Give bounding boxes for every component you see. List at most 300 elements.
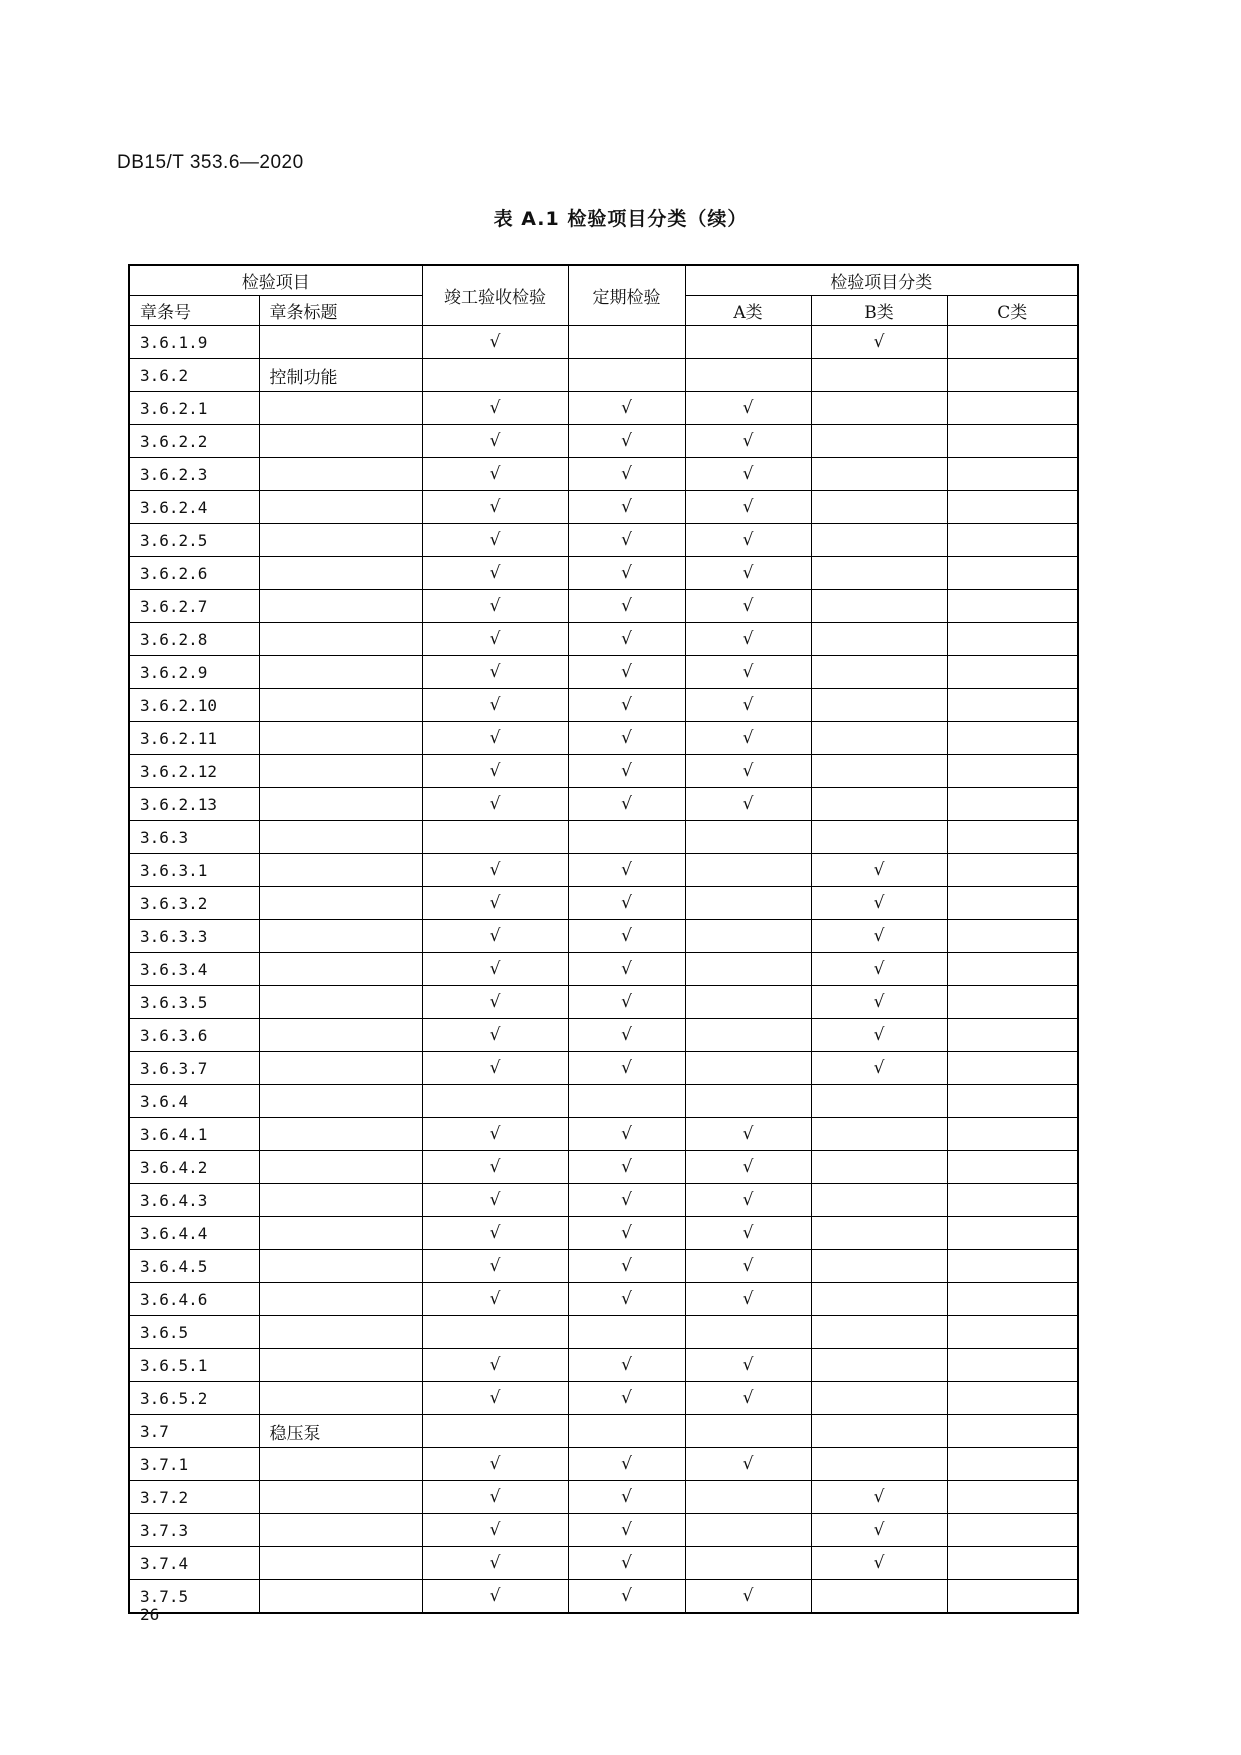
cell-chapter-number: 3.7.1 <box>129 1448 259 1481</box>
cell-class-b-check <box>811 1085 947 1118</box>
cell-class-c-check <box>947 788 1078 821</box>
table-row <box>129 755 1078 788</box>
cell-class-a-check: √ <box>685 1118 811 1151</box>
cell-periodic-check: √ <box>568 887 685 920</box>
cell-class-a-check <box>685 1019 811 1052</box>
cell-class-b-check <box>811 788 947 821</box>
cell-class-a-check <box>685 1052 811 1085</box>
cell-class-c-check <box>947 557 1078 590</box>
cell-periodic-check: √ <box>568 854 685 887</box>
table-row <box>129 1547 1078 1580</box>
cell-completion-check: √ <box>422 425 568 458</box>
cell-completion-check: √ <box>422 326 568 359</box>
table-row <box>129 1481 1078 1514</box>
cell-chapter-number: 3.7.2 <box>129 1481 259 1514</box>
cell-periodic-check: √ <box>568 920 685 953</box>
cell-class-b-check <box>811 1316 947 1349</box>
cell-chapter-number: 3.6.4.3 <box>129 1184 259 1217</box>
cell-periodic-check: √ <box>568 1448 685 1481</box>
table-row <box>129 1118 1078 1151</box>
cell-class-b-check: √ <box>811 326 947 359</box>
cell-completion-check: √ <box>422 1448 568 1481</box>
cell-chapter-number: 3.6.2.1 <box>129 392 259 425</box>
cell-periodic-check: √ <box>568 953 685 986</box>
cell-completion-check: √ <box>422 1019 568 1052</box>
cell-class-c-check <box>947 821 1078 854</box>
header-periodic-inspection: 定期检验 <box>568 265 685 326</box>
cell-class-b-check <box>811 524 947 557</box>
cell-chapter-title <box>259 788 422 821</box>
cell-class-b-check <box>811 1217 947 1250</box>
header-class-a: A类 <box>685 296 811 326</box>
cell-periodic-check: √ <box>568 986 685 1019</box>
cell-class-a-check: √ <box>685 458 811 491</box>
cell-chapter-number: 3.6.1.9 <box>129 326 259 359</box>
cell-completion-check: √ <box>422 788 568 821</box>
cell-chapter-number: 3.6.2.9 <box>129 656 259 689</box>
table-row <box>129 656 1078 689</box>
cell-completion-check: √ <box>422 1283 568 1316</box>
cell-periodic-check: √ <box>568 1118 685 1151</box>
cell-periodic-check: √ <box>568 491 685 524</box>
cell-completion-check: √ <box>422 1217 568 1250</box>
cell-chapter-number: 3.6.4 <box>129 1085 259 1118</box>
cell-class-b-check <box>811 821 947 854</box>
cell-chapter-number: 3.7.4 <box>129 1547 259 1580</box>
table-row <box>129 689 1078 722</box>
cell-completion-check: √ <box>422 1481 568 1514</box>
table-row <box>129 359 1078 392</box>
cell-class-c-check <box>947 1019 1078 1052</box>
cell-periodic-check <box>568 1415 685 1448</box>
cell-class-c-check <box>947 1184 1078 1217</box>
cell-periodic-check: √ <box>568 1052 685 1085</box>
table-row <box>129 1085 1078 1118</box>
cell-chapter-title <box>259 1085 422 1118</box>
cell-periodic-check: √ <box>568 689 685 722</box>
cell-class-c-check <box>947 755 1078 788</box>
header-inspection-items: 检验项目 <box>129 265 422 296</box>
table-row <box>129 1052 1078 1085</box>
cell-class-a-check: √ <box>685 1151 811 1184</box>
cell-completion-check: √ <box>422 524 568 557</box>
cell-completion-check: √ <box>422 953 568 986</box>
cell-chapter-number: 3.6.5.1 <box>129 1349 259 1382</box>
table-row <box>129 953 1078 986</box>
cell-periodic-check: √ <box>568 1217 685 1250</box>
cell-class-b-check <box>811 1448 947 1481</box>
cell-class-c-check <box>947 1580 1078 1614</box>
cell-class-c-check <box>947 1118 1078 1151</box>
cell-periodic-check <box>568 326 685 359</box>
cell-chapter-title <box>259 1349 422 1382</box>
cell-chapter-title <box>259 1580 422 1614</box>
table-row <box>129 821 1078 854</box>
cell-completion-check: √ <box>422 1514 568 1547</box>
cell-class-b-check: √ <box>811 887 947 920</box>
cell-completion-check: √ <box>422 986 568 1019</box>
cell-chapter-number: 3.6.3.3 <box>129 920 259 953</box>
cell-periodic-check: √ <box>568 557 685 590</box>
cell-completion-check <box>422 1415 568 1448</box>
cell-chapter-title <box>259 1547 422 1580</box>
cell-chapter-number: 3.7 <box>129 1415 259 1448</box>
cell-class-b-check <box>811 557 947 590</box>
standard-number: DB15/T 353.6—2020 <box>117 152 304 173</box>
cell-chapter-number: 3.6.2.11 <box>129 722 259 755</box>
table-row <box>129 392 1078 425</box>
cell-class-c-check <box>947 623 1078 656</box>
cell-class-a-check: √ <box>685 557 811 590</box>
cell-class-c-check <box>947 491 1078 524</box>
cell-periodic-check: √ <box>568 458 685 491</box>
cell-class-a-check: √ <box>685 722 811 755</box>
cell-chapter-title <box>259 821 422 854</box>
cell-completion-check: √ <box>422 1250 568 1283</box>
cell-class-c-check <box>947 656 1078 689</box>
cell-chapter-title <box>259 1283 422 1316</box>
table-row <box>129 557 1078 590</box>
cell-class-a-check: √ <box>685 788 811 821</box>
cell-class-a-check: √ <box>685 656 811 689</box>
cell-class-a-check: √ <box>685 1349 811 1382</box>
cell-class-a-check: √ <box>685 1250 811 1283</box>
cell-class-c-check <box>947 1316 1078 1349</box>
cell-class-a-check: √ <box>685 755 811 788</box>
cell-chapter-title <box>259 1250 422 1283</box>
table-row <box>129 920 1078 953</box>
table-row <box>129 1514 1078 1547</box>
cell-class-a-check: √ <box>685 1184 811 1217</box>
cell-class-b-check <box>811 458 947 491</box>
cell-completion-check: √ <box>422 722 568 755</box>
cell-chapter-title <box>259 755 422 788</box>
cell-class-c-check <box>947 590 1078 623</box>
cell-chapter-number: 3.6.2.2 <box>129 425 259 458</box>
table-row <box>129 425 1078 458</box>
cell-chapter-title <box>259 1118 422 1151</box>
cell-chapter-number: 3.6.2.12 <box>129 755 259 788</box>
cell-chapter-title <box>259 524 422 557</box>
cell-class-b-check <box>811 491 947 524</box>
cell-chapter-title <box>259 854 422 887</box>
table-row <box>129 1349 1078 1382</box>
table-row <box>129 854 1078 887</box>
cell-class-a-check: √ <box>685 1580 811 1614</box>
cell-class-b-check: √ <box>811 1052 947 1085</box>
cell-periodic-check <box>568 821 685 854</box>
cell-class-b-check <box>811 1118 947 1151</box>
cell-chapter-title <box>259 557 422 590</box>
cell-completion-check: √ <box>422 491 568 524</box>
cell-chapter-title: 控制功能 <box>259 359 422 392</box>
cell-class-a-check: √ <box>685 425 811 458</box>
cell-class-b-check <box>811 1151 947 1184</box>
cell-periodic-check: √ <box>568 524 685 557</box>
cell-chapter-number: 3.6.2.8 <box>129 623 259 656</box>
cell-completion-check: √ <box>422 1151 568 1184</box>
cell-class-a-check <box>685 1316 811 1349</box>
cell-completion-check: √ <box>422 458 568 491</box>
cell-periodic-check: √ <box>568 1184 685 1217</box>
cell-class-c-check <box>947 458 1078 491</box>
cell-chapter-number: 3.6.2.6 <box>129 557 259 590</box>
cell-periodic-check: √ <box>568 1481 685 1514</box>
cell-completion-check: √ <box>422 656 568 689</box>
cell-completion-check: √ <box>422 1349 568 1382</box>
cell-class-b-check <box>811 425 947 458</box>
cell-chapter-number: 3.6.4.6 <box>129 1283 259 1316</box>
header-chapter-title: 章条标题 <box>259 296 422 326</box>
cell-class-c-check <box>947 1415 1078 1448</box>
cell-chapter-number: 3.6.2.13 <box>129 788 259 821</box>
table-body <box>129 326 1078 1614</box>
cell-completion-check: √ <box>422 557 568 590</box>
cell-periodic-check: √ <box>568 1514 685 1547</box>
cell-class-c-check <box>947 392 1078 425</box>
cell-chapter-title <box>259 1217 422 1250</box>
cell-class-c-check <box>947 425 1078 458</box>
table-row <box>129 1415 1078 1448</box>
inspection-classification-table <box>128 264 1079 1614</box>
cell-class-b-check <box>811 1580 947 1614</box>
cell-class-b-check <box>811 1283 947 1316</box>
cell-chapter-title: 稳压泵 <box>259 1415 422 1448</box>
cell-chapter-title <box>259 1316 422 1349</box>
cell-completion-check <box>422 1316 568 1349</box>
cell-completion-check: √ <box>422 1547 568 1580</box>
table-row <box>129 590 1078 623</box>
cell-class-c-check <box>947 326 1078 359</box>
cell-class-b-check <box>811 359 947 392</box>
cell-completion-check: √ <box>422 920 568 953</box>
cell-completion-check <box>422 1085 568 1118</box>
cell-periodic-check: √ <box>568 656 685 689</box>
cell-class-c-check <box>947 1283 1078 1316</box>
cell-class-c-check <box>947 1547 1078 1580</box>
cell-class-c-check <box>947 689 1078 722</box>
cell-class-a-check: √ <box>685 623 811 656</box>
cell-class-b-check <box>811 392 947 425</box>
cell-class-a-check: √ <box>685 590 811 623</box>
cell-class-b-check: √ <box>811 920 947 953</box>
table-row <box>129 722 1078 755</box>
cell-class-b-check: √ <box>811 1547 947 1580</box>
cell-class-b-check <box>811 1382 947 1415</box>
cell-chapter-title <box>259 1151 422 1184</box>
cell-chapter-number: 3.6.2.4 <box>129 491 259 524</box>
cell-class-a-check: √ <box>685 1217 811 1250</box>
cell-periodic-check: √ <box>568 425 685 458</box>
cell-periodic-check: √ <box>568 1250 685 1283</box>
table-row <box>129 1283 1078 1316</box>
cell-class-a-check: √ <box>685 524 811 557</box>
cell-class-a-check <box>685 953 811 986</box>
table-row <box>129 1184 1078 1217</box>
cell-chapter-title <box>259 722 422 755</box>
cell-class-c-check <box>947 1217 1078 1250</box>
cell-class-b-check <box>811 1415 947 1448</box>
cell-periodic-check: √ <box>568 392 685 425</box>
page-number: 26 <box>140 1605 160 1624</box>
cell-chapter-title <box>259 656 422 689</box>
cell-class-a-check: √ <box>685 392 811 425</box>
cell-periodic-check: √ <box>568 1019 685 1052</box>
table-row <box>129 458 1078 491</box>
cell-class-c-check <box>947 1151 1078 1184</box>
table-row <box>129 1448 1078 1481</box>
cell-chapter-number: 3.6.2.10 <box>129 689 259 722</box>
cell-class-a-check <box>685 1514 811 1547</box>
cell-class-b-check: √ <box>811 953 947 986</box>
cell-chapter-title <box>259 590 422 623</box>
cell-periodic-check: √ <box>568 1382 685 1415</box>
cell-class-c-check <box>947 920 1078 953</box>
cell-class-c-check <box>947 854 1078 887</box>
cell-class-b-check <box>811 1349 947 1382</box>
cell-chapter-number: 3.6.5.2 <box>129 1382 259 1415</box>
table-row <box>129 623 1078 656</box>
cell-class-a-check <box>685 986 811 1019</box>
cell-chapter-number: 3.6.3.4 <box>129 953 259 986</box>
header-class-c: C类 <box>947 296 1078 326</box>
cell-chapter-number: 3.6.4.2 <box>129 1151 259 1184</box>
cell-completion-check: √ <box>422 755 568 788</box>
cell-chapter-title <box>259 953 422 986</box>
table-row <box>129 1382 1078 1415</box>
cell-class-a-check <box>685 1547 811 1580</box>
cell-chapter-title <box>259 491 422 524</box>
table-row <box>129 1250 1078 1283</box>
cell-chapter-title <box>259 1481 422 1514</box>
header-chapter-number: 章条号 <box>129 296 259 326</box>
cell-class-a-check: √ <box>685 1382 811 1415</box>
cell-periodic-check <box>568 359 685 392</box>
cell-chapter-number: 3.7.3 <box>129 1514 259 1547</box>
cell-chapter-title <box>259 458 422 491</box>
cell-chapter-title <box>259 1184 422 1217</box>
cell-completion-check: √ <box>422 887 568 920</box>
cell-completion-check: √ <box>422 1580 568 1614</box>
cell-completion-check: √ <box>422 1118 568 1151</box>
cell-periodic-check: √ <box>568 1283 685 1316</box>
cell-chapter-number: 3.6.2.3 <box>129 458 259 491</box>
cell-periodic-check: √ <box>568 1151 685 1184</box>
cell-class-a-check <box>685 887 811 920</box>
cell-chapter-number: 3.7.5 <box>129 1580 259 1614</box>
cell-class-c-check <box>947 1448 1078 1481</box>
cell-chapter-number: 3.6.3 <box>129 821 259 854</box>
cell-chapter-title <box>259 689 422 722</box>
cell-class-a-check <box>685 1415 811 1448</box>
cell-class-c-check <box>947 986 1078 1019</box>
cell-periodic-check: √ <box>568 1580 685 1614</box>
cell-class-c-check <box>947 1514 1078 1547</box>
cell-chapter-number: 3.6.3.5 <box>129 986 259 1019</box>
cell-completion-check: √ <box>422 1052 568 1085</box>
table-title: 表 A.1 检验项目分类（续） <box>493 208 748 230</box>
cell-chapter-number: 3.6.4.5 <box>129 1250 259 1283</box>
cell-class-c-check <box>947 359 1078 392</box>
cell-periodic-check: √ <box>568 722 685 755</box>
cell-class-c-check <box>947 1349 1078 1382</box>
cell-chapter-number: 3.6.3.6 <box>129 1019 259 1052</box>
cell-periodic-check: √ <box>568 590 685 623</box>
cell-chapter-title <box>259 425 422 458</box>
cell-chapter-number: 3.6.4.4 <box>129 1217 259 1250</box>
table-row <box>129 491 1078 524</box>
cell-class-b-check <box>811 623 947 656</box>
table-row <box>129 887 1078 920</box>
cell-class-b-check: √ <box>811 1019 947 1052</box>
table-row <box>129 788 1078 821</box>
cell-chapter-title <box>259 986 422 1019</box>
cell-class-a-check <box>685 1085 811 1118</box>
cell-class-b-check: √ <box>811 1481 947 1514</box>
cell-class-c-check <box>947 524 1078 557</box>
cell-periodic-check: √ <box>568 623 685 656</box>
table-row <box>129 986 1078 1019</box>
cell-chapter-title <box>259 392 422 425</box>
cell-class-a-check: √ <box>685 689 811 722</box>
cell-class-c-check <box>947 1481 1078 1514</box>
cell-periodic-check: √ <box>568 1547 685 1580</box>
cell-class-c-check <box>947 1250 1078 1283</box>
cell-chapter-number: 3.6.4.1 <box>129 1118 259 1151</box>
cell-class-b-check <box>811 1184 947 1217</box>
cell-class-b-check <box>811 1250 947 1283</box>
cell-class-a-check <box>685 1481 811 1514</box>
cell-periodic-check <box>568 1085 685 1118</box>
cell-chapter-title <box>259 326 422 359</box>
cell-chapter-number: 3.6.5 <box>129 1316 259 1349</box>
cell-chapter-number: 3.6.3.1 <box>129 854 259 887</box>
cell-class-b-check <box>811 689 947 722</box>
cell-class-a-check <box>685 359 811 392</box>
cell-chapter-title <box>259 1382 422 1415</box>
cell-chapter-title <box>259 1514 422 1547</box>
cell-class-c-check <box>947 1382 1078 1415</box>
cell-chapter-title <box>259 1448 422 1481</box>
cell-class-b-check <box>811 656 947 689</box>
cell-class-a-check <box>685 326 811 359</box>
cell-chapter-number: 3.6.3.2 <box>129 887 259 920</box>
cell-class-c-check <box>947 1052 1078 1085</box>
cell-completion-check: √ <box>422 392 568 425</box>
cell-completion-check <box>422 821 568 854</box>
header-item-classification: 检验项目分类 <box>685 265 1078 296</box>
cell-class-c-check <box>947 953 1078 986</box>
cell-class-c-check <box>947 722 1078 755</box>
cell-class-b-check <box>811 590 947 623</box>
table-row <box>129 524 1078 557</box>
cell-chapter-number: 3.6.2.7 <box>129 590 259 623</box>
cell-periodic-check: √ <box>568 1349 685 1382</box>
header-class-b: B类 <box>811 296 947 326</box>
cell-class-b-check <box>811 722 947 755</box>
cell-periodic-check: √ <box>568 755 685 788</box>
cell-class-c-check <box>947 887 1078 920</box>
table-row <box>129 1580 1078 1614</box>
cell-periodic-check <box>568 1316 685 1349</box>
cell-chapter-title <box>259 920 422 953</box>
cell-class-a-check: √ <box>685 1448 811 1481</box>
table-row <box>129 326 1078 359</box>
table-row <box>129 1316 1078 1349</box>
cell-chapter-title <box>259 1019 422 1052</box>
cell-chapter-title <box>259 623 422 656</box>
cell-completion-check: √ <box>422 590 568 623</box>
